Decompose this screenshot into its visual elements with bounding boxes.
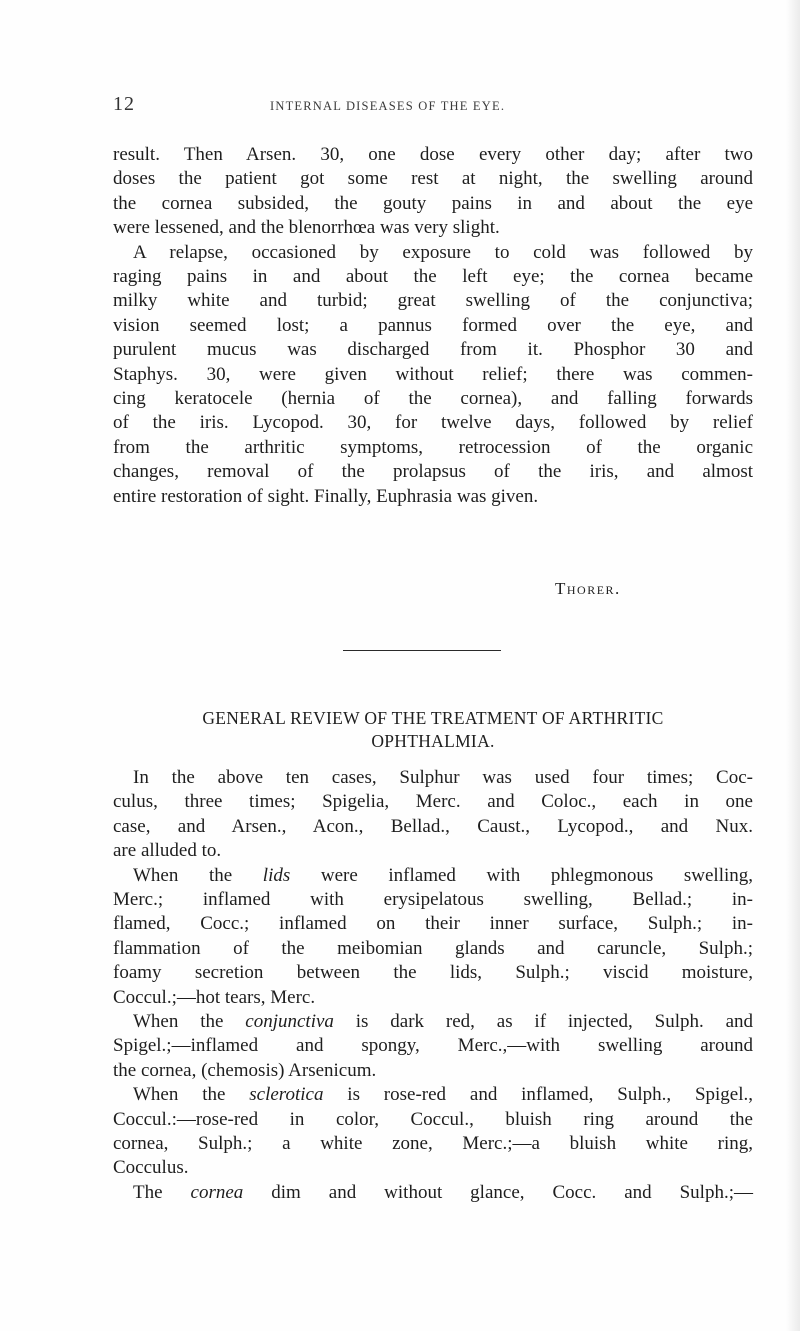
case-paragraph-2 xyxy=(113,241,753,509)
line-rest: were inflamed with phlegmonous swelling, xyxy=(290,864,754,886)
text-line: entire restoration of sight. Finally, Euphrasia was given. xyxy=(113,485,539,507)
text-line: flammation of the meibomian glands and caruncle, Sulph.; xyxy=(113,937,753,959)
text-line: of the iris. Lycopod. 30, for twelve days, followed by relief xyxy=(113,412,753,434)
term-sclerotica: sclerotica xyxy=(249,1084,324,1106)
section-divider xyxy=(343,650,501,651)
text-line: foamy secretion between the lids, Sulph.; viscid moisture, xyxy=(113,962,753,984)
text-line: purulent mucus was discharged from it. Phosphor 30 and xyxy=(113,339,753,361)
line-intro: When the xyxy=(133,1084,250,1106)
running-head: INTERNAL DISEASES OF THE EYE. xyxy=(270,99,506,113)
text-line: In the above ten cases, Sulphur was used four times; Coc- xyxy=(133,767,753,788)
line-rest: is rose-red and inflamed, Sulph., Spigel., xyxy=(323,1084,754,1106)
text-line: the cornea, (chemosis) Arsenicum. xyxy=(113,1059,377,1081)
section-title-line-1: GENERAL REVIEW OF THE TREATMENT OF ARTHRITIC xyxy=(202,708,664,728)
text-line: changes, removal of the prolapsus of the iris, and almost xyxy=(113,461,753,483)
cornea-paragraph xyxy=(113,1181,753,1205)
text-line: Coccul.;—hot tears, Merc. xyxy=(113,986,316,1008)
text-line: Cocculus. xyxy=(113,1157,189,1179)
text-line: Merc.; inflamed with erysipelatous swelling, Bellad.; in- xyxy=(113,888,753,910)
text-line: Staphys. 30, were given without relief; there was commen- xyxy=(113,363,753,385)
text-line: A relapse, occasioned by exposure to cold was followed by xyxy=(133,241,753,263)
text-line: cornea, Sulph.; a white zone, Merc.;—a bluish white ring, xyxy=(113,1132,753,1154)
text-line: flamed, Cocc.; inflamed on their inner surface, Sulph.; in- xyxy=(113,913,753,935)
text-line: vision seemed lost; a pannus formed over the eye, and xyxy=(113,314,753,336)
text-line: case, and Arsen., Acon., Bellad., Caust., Lycopod., and Nux. xyxy=(113,815,753,837)
text-line xyxy=(113,1010,753,1034)
text-line xyxy=(113,864,753,888)
page-edge-shadow xyxy=(786,0,800,1331)
lids-paragraph xyxy=(113,864,753,1010)
line-intro: When the xyxy=(133,1011,246,1032)
text-line: Coccul.:—rose-red in color, Coccul., bluish ring around the xyxy=(113,1108,753,1130)
conjunctiva-paragraph xyxy=(113,1010,753,1083)
line-rest: is dark red, as if injected, Sulph. and xyxy=(333,1011,754,1032)
text-line: were lessened, and the blenorrhœa was very slight. xyxy=(113,217,500,239)
line-intro: The xyxy=(133,1181,191,1203)
term-conjunctiva: conjunctiva xyxy=(245,1011,334,1032)
text-line: milky white and turbid; great swelling of the conjunctiva; xyxy=(113,290,753,312)
text-line: cing keratocele (hernia of the cornea), and falling forwards xyxy=(113,387,753,409)
text-line: are alluded to. xyxy=(113,840,222,862)
sclerotica-paragraph xyxy=(113,1083,753,1181)
text-line xyxy=(113,1083,753,1107)
page-number: 12 xyxy=(113,93,135,115)
case-paragraph-1 xyxy=(113,143,753,241)
line-rest: dim and without glance, Cocc. and Sulph.;— xyxy=(243,1181,753,1203)
term-cornea: cornea xyxy=(190,1181,244,1203)
text-line: doses the patient got some rest at night, the swelling around xyxy=(113,168,753,190)
text-line: Spigel.;—inflamed and spongy, Merc.,—with swelling around xyxy=(113,1035,753,1057)
line-intro: When the xyxy=(133,864,263,886)
section-title-line-2: OPHTHALMIA. xyxy=(371,731,495,751)
text-line xyxy=(113,1181,753,1205)
text-line: the cornea subsided, the gouty pains in and about the eye xyxy=(113,192,753,214)
text-line: culus, three times; Spigelia, Merc. and Coloc., each in one xyxy=(113,791,753,813)
text-line: from the arthritic symptoms, retrocession of the organic xyxy=(113,436,753,458)
review-paragraph-1 xyxy=(113,766,753,864)
page-header xyxy=(113,93,753,123)
text-line: result. Then Arsen. 30, one dose every other day; after two xyxy=(113,144,753,165)
text-line: raging pains in and about the left eye; the cornea became xyxy=(113,265,753,287)
author-signature: Thorer. xyxy=(555,579,621,598)
term-lids: lids xyxy=(262,864,291,886)
